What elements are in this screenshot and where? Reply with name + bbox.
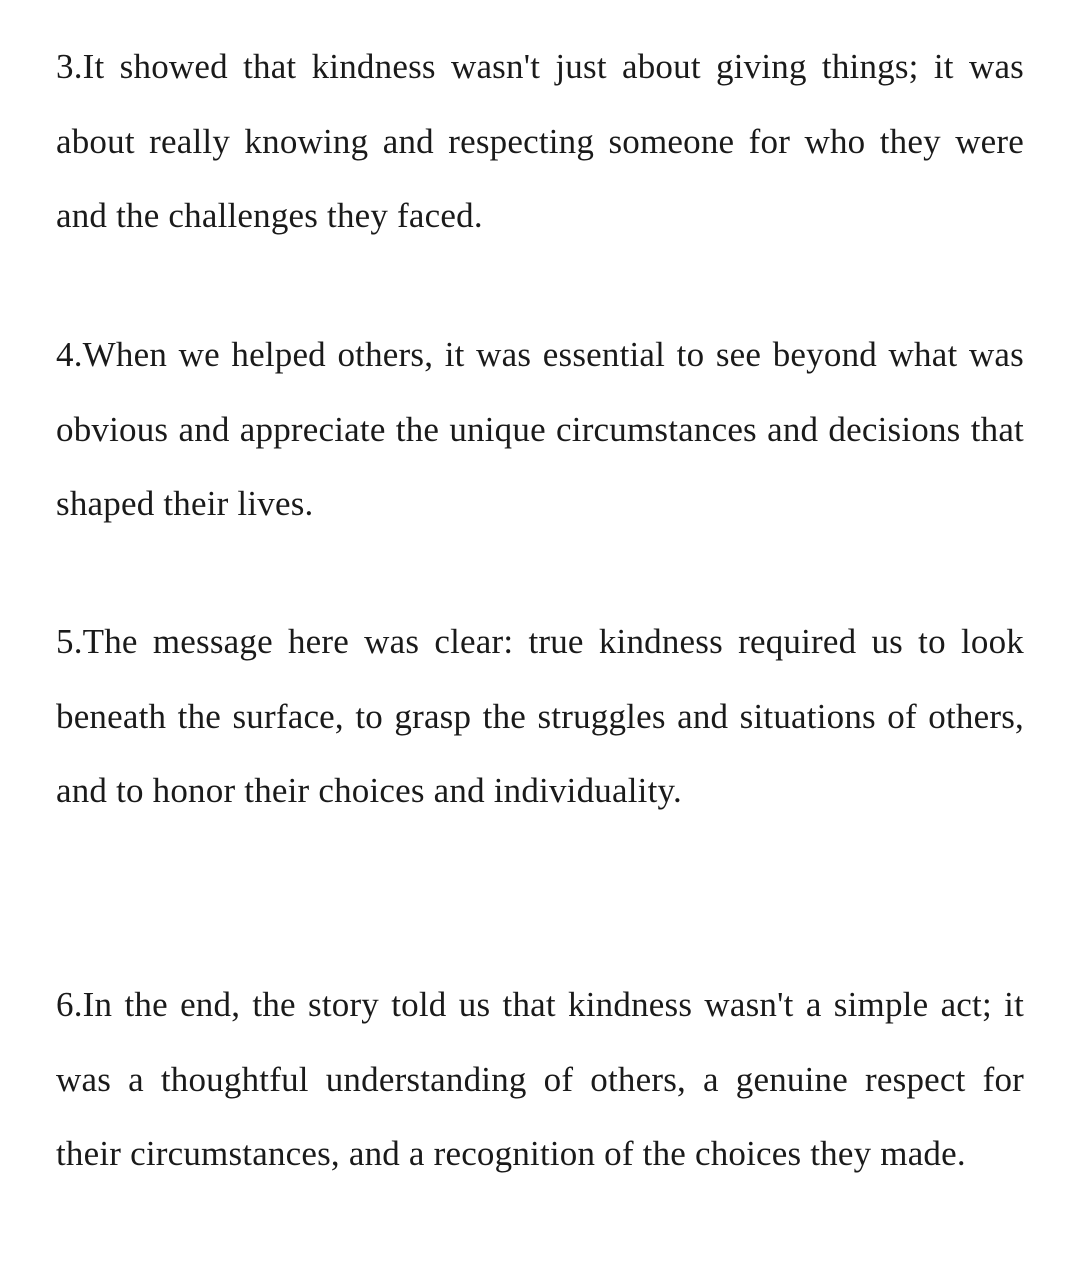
paragraph-4: 4.When we helped others, it was essential to see beyond what was obvious and appreciate the unique circumstances and decisions that shaped their lives.	[56, 335, 1024, 523]
paragraph-5: 5.The message here was clear: true kindness required us to look beneath the surface, to grasp the struggles and situations of others, and to honor their choices and individuality.	[56, 622, 1024, 810]
paragraph-6: 6.In the end, the story told us that kindness wasn't a simple act; it was a thoughtful understanding of others, a genuine respect for their circumstances, and a recognition of the choices they made.	[56, 985, 1024, 1173]
paragraph-3: 3.It showed that kindness wasn't just about giving things; it was about really knowing and respecting someone for who they were and the challenges they faced.	[56, 47, 1024, 235]
